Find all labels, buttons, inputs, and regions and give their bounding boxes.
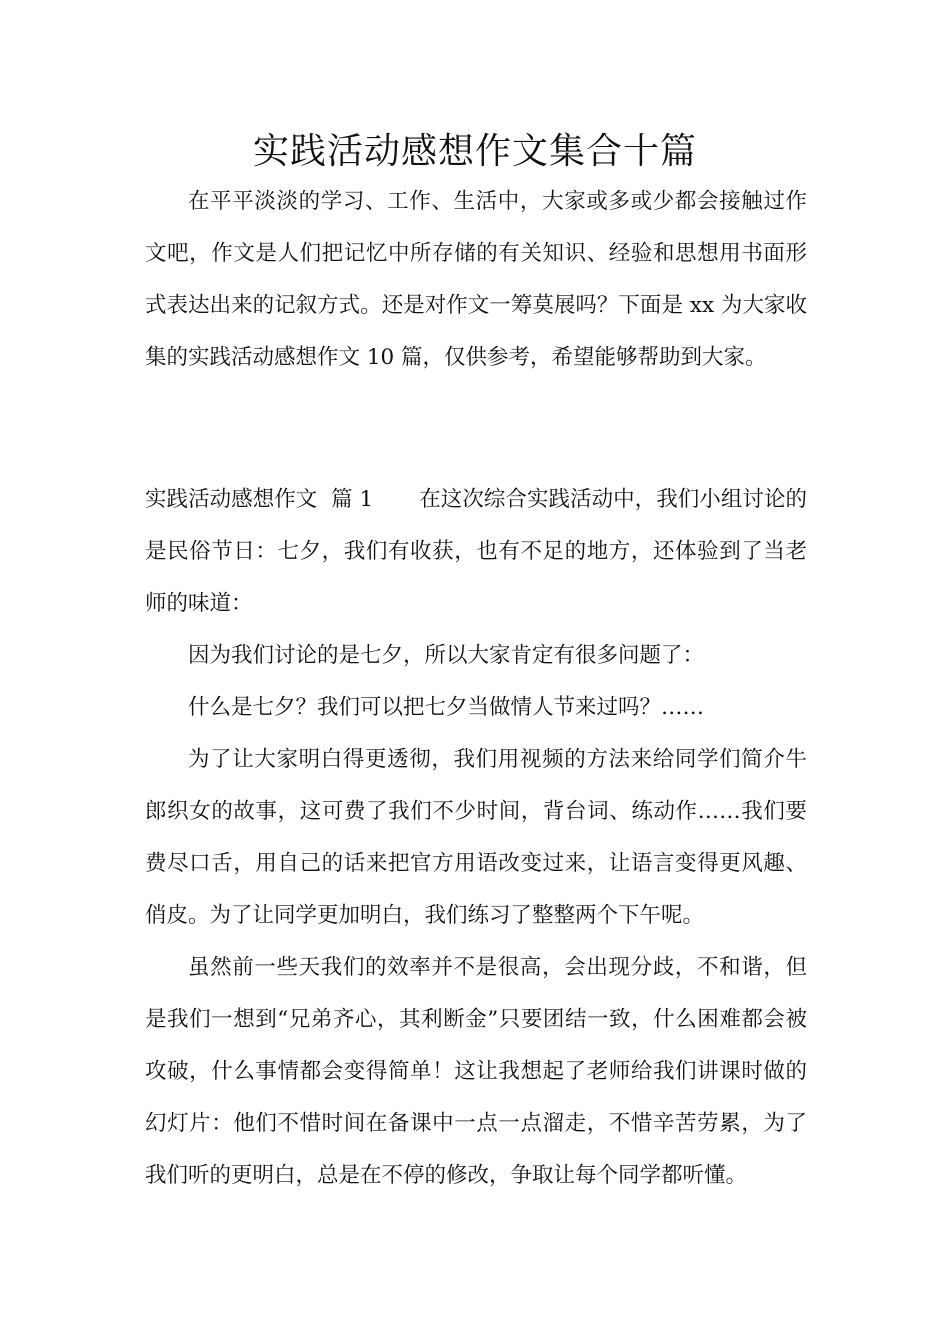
- section-1-heading: 实践活动感想作文 篇 1: [145, 487, 374, 512]
- section-1-first-paragraph: [145, 474, 807, 630]
- intro-paragraph: 在平平淡淡的学习、工作、生活中，大家或多或少都会接触过作文吧，作文是人们把记忆中所存储的有关知识、经验和思想用书面形式表达出来的记叙方式。还是对作文一筹莫展吗？下面是 xx 为大家收集的实践活动感想作文 10 篇，仅供参考，希望能够帮助到大家。: [145, 189, 807, 370]
- section-1-paragraph-3: 为了让大家明白得更透彻，我们用视频的方法来给同学们简介牛郎织女的故事，这可费了我们不少时间，背台词、练动作……我们要费尽口舌，用自己的话来把官方用语改变过来，让语言变得更风趣、俏皮。为了让同学更加明白，我们练习了整整两个下午呢。: [145, 747, 807, 928]
- section-1-first-text: 在这次综合实践活动中，我们小组讨论的是民俗节日：七夕，我们有收获，也有不足的地方，还体验到了当老师的味道：: [145, 487, 807, 616]
- section-1-paragraph-1: 因为我们讨论的是七夕，所以大家肯定有很多问题了：: [188, 643, 705, 668]
- section-1-paragraph-4: 虽然前一些天我们的效率并不是很高，会出现分歧，不和谐，但是我们一想到“兄弟齐心，其利断金”只要团结一致，什么困难都会被攻破，什么事情都会变得简单！这让我想起了老师给我们讲课时做的幻灯片：他们不惜时间在备课中一点一点溜走，不惜辛苦劳累，为了我们听的更明白，总是在不停的修改，争取让每个同学都听懂。: [145, 955, 807, 1188]
- intro-block: [145, 176, 807, 384]
- section-1-paragraph-2: 什么是七夕？我们可以把七夕当做情人节来过吗？……: [188, 695, 705, 720]
- document-title: 实践活动感想作文集合十篇: [252, 131, 697, 172]
- section-1: [145, 474, 807, 1202]
